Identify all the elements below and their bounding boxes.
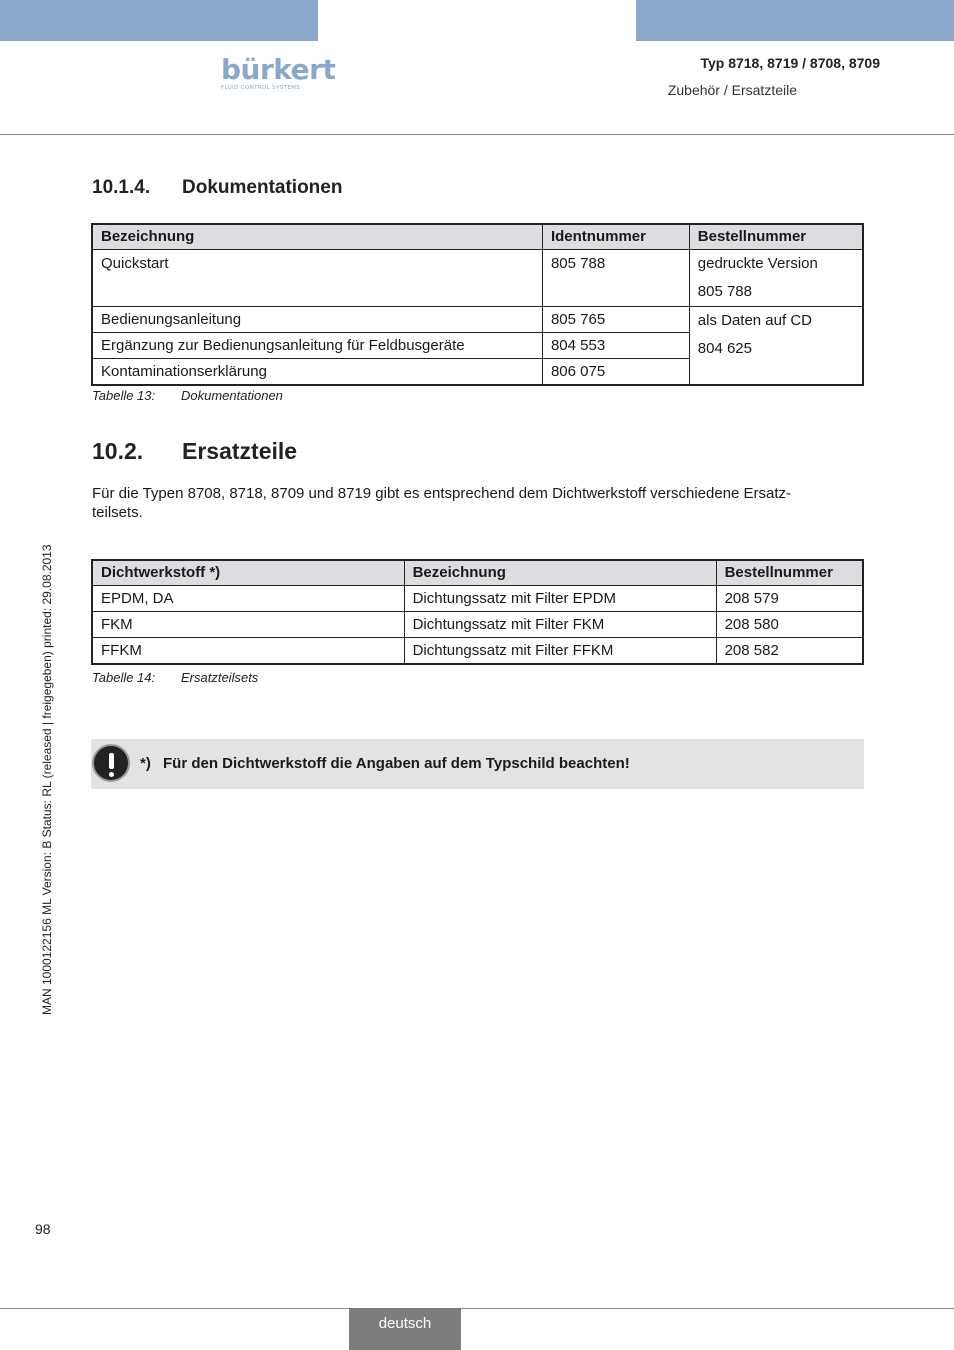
- table-cell: 208 579: [716, 586, 863, 612]
- page-number: 98: [35, 1221, 51, 1237]
- table-cell: 208 582: [716, 638, 863, 665]
- table-cell: Dichtungssatz mit Filter FFKM: [404, 638, 716, 665]
- table-caption: [92, 388, 283, 403]
- document-type-title: Typ 8718, 8719 / 8708, 8709: [700, 55, 880, 71]
- chapter-subtitle: Zubehör / Ersatzteile: [667, 82, 797, 98]
- logo-tagline: FLUID CONTROL SYSTEMS: [221, 85, 301, 91]
- order-type: als Daten auf CD: [697, 312, 812, 329]
- table-cell: Dichtungssatz mit Filter EPDM: [404, 586, 716, 612]
- table-cell: Dichtungssatz mit Filter FKM: [404, 612, 716, 638]
- table-row: [92, 250, 863, 307]
- table-cell: [689, 250, 863, 307]
- table-cell: 805 788: [542, 250, 689, 307]
- column-header: Bezeichnung: [404, 560, 716, 586]
- warning-note: [91, 739, 864, 789]
- table-header-row: [92, 224, 863, 250]
- table-row: [92, 307, 863, 333]
- table-cell: FFKM: [92, 638, 404, 665]
- column-header: Identnummer: [542, 224, 689, 250]
- order-number: 805 788: [697, 283, 752, 300]
- section-heading-dokumentationen: [92, 177, 342, 199]
- column-header: Dichtwerkstoff *): [92, 560, 404, 586]
- language-tab: deutsch: [349, 1308, 461, 1350]
- column-header: Bestellnummer: [689, 224, 863, 250]
- table-cell: Kontaminationserklärung: [92, 359, 542, 386]
- spare-parts-table: [91, 559, 864, 665]
- section-heading-ersatzteile: [92, 438, 297, 465]
- table-cell: 806 075: [542, 359, 689, 386]
- table-cell: Bedienungsanleitung: [92, 307, 542, 333]
- table-cell: [689, 307, 863, 386]
- header-band-right: [636, 0, 954, 41]
- header-band-left: [0, 0, 318, 41]
- table-row: [92, 612, 863, 638]
- burkert-logo: [221, 53, 336, 91]
- table-cell: 805 765: [542, 307, 689, 333]
- caption-text: Ersatzteilsets: [181, 670, 259, 685]
- column-header: Bezeichnung: [92, 224, 542, 250]
- table-cell: 208 580: [716, 612, 863, 638]
- logo-wordmark: bürkert: [221, 53, 336, 86]
- caption-text: Dokumentationen: [181, 388, 283, 403]
- table-row: [92, 586, 863, 612]
- table-cell: FKM: [92, 612, 404, 638]
- section-number: 10.2.: [92, 438, 144, 464]
- caption-label: Tabelle 13:: [92, 388, 156, 403]
- order-type: gedruckte Version: [697, 255, 818, 272]
- footer-divider: [0, 1308, 954, 1309]
- table-caption: [92, 670, 258, 685]
- paragraph-line: Für die Typen 8708, 8718, 8709 und 8719 gibt es entsprechend dem Dichtwerkstoff verschiedene Ersatz-: [92, 485, 792, 502]
- table-row: [92, 638, 863, 665]
- intro-paragraph: [92, 484, 832, 522]
- table-cell: EPDM, DA: [92, 586, 404, 612]
- section-title: Dokumentationen: [182, 177, 343, 198]
- note-text: Für den Dichtwerkstoff die Angaben auf dem Typschild beachten!: [163, 755, 630, 772]
- header-divider: [0, 134, 954, 135]
- table-header-row: [92, 560, 863, 586]
- documentation-table: [91, 223, 864, 386]
- note-marker: *): [140, 755, 151, 772]
- table-cell: Quickstart: [92, 250, 542, 307]
- section-number: 10.1.4.: [92, 177, 151, 198]
- table-cell: 804 553: [542, 333, 689, 359]
- column-header: Bestellnummer: [716, 560, 863, 586]
- exclamation-icon: [92, 744, 130, 782]
- paragraph-line: teilsets.: [92, 504, 143, 521]
- document-metadata: MAN 1000122156 ML Version: B Status: RL (released | freigegeben) printed: 29.08.2013: [40, 544, 54, 1015]
- order-number: 804 625: [697, 340, 752, 357]
- section-title: Ersatzteile: [182, 438, 298, 464]
- table-cell: Ergänzung zur Bedienungsanleitung für Feldbusgeräte: [92, 333, 542, 359]
- caption-label: Tabelle 14:: [92, 670, 156, 685]
